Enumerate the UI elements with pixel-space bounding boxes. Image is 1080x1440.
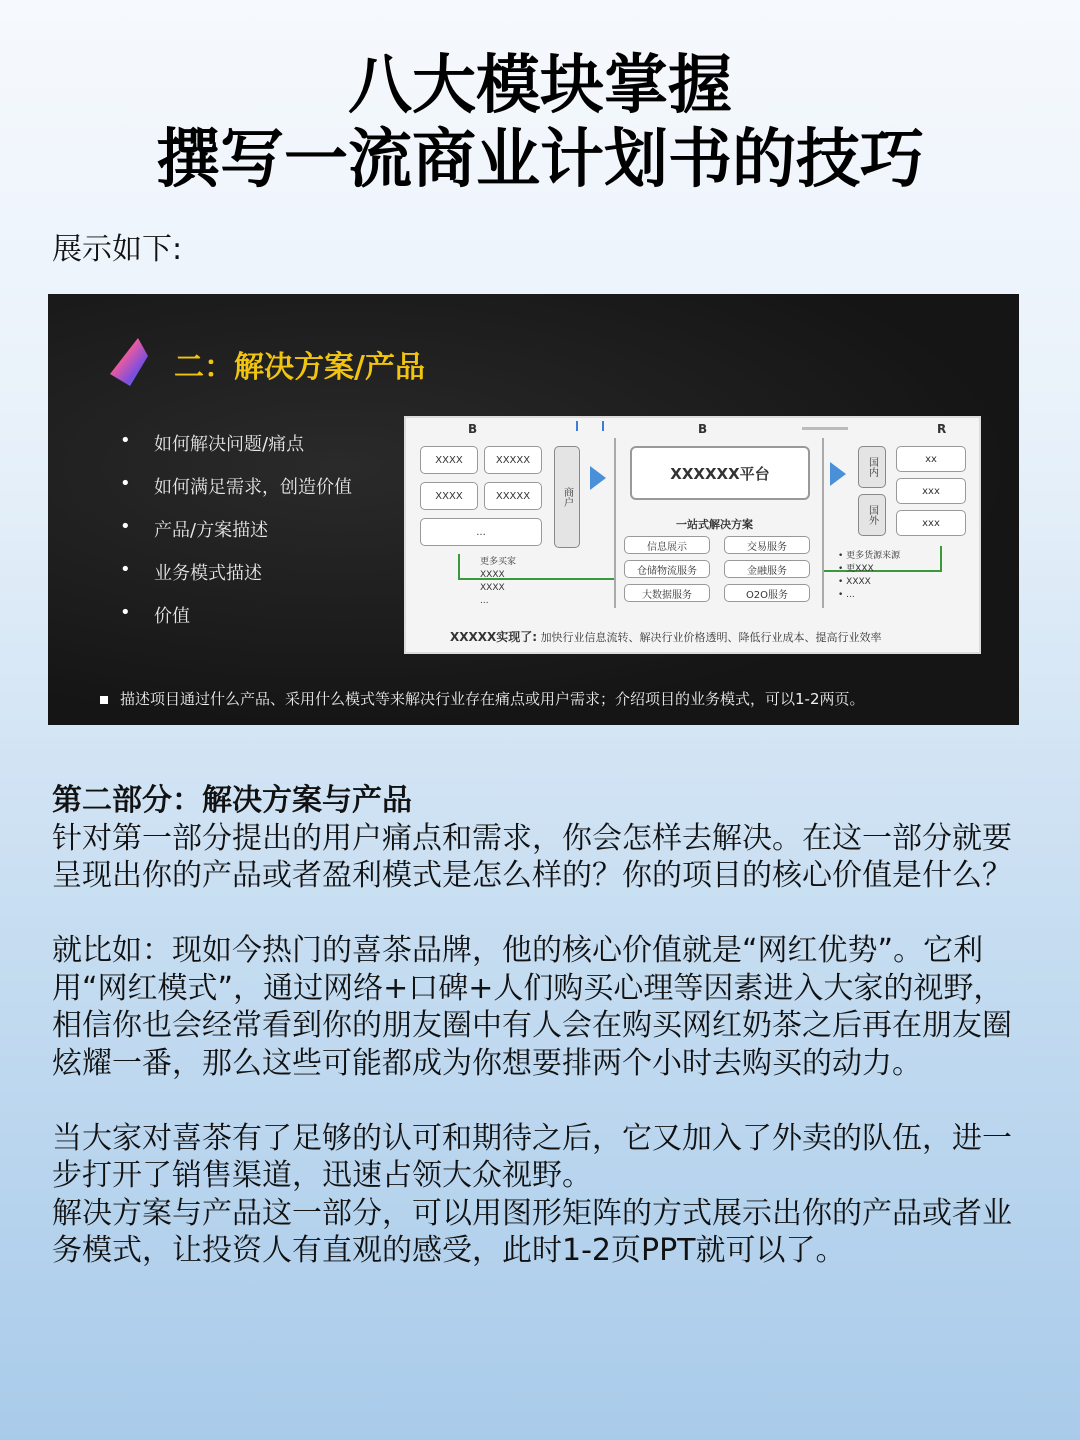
article-body (52, 782, 1012, 1270)
merchant-bar: 商户 (554, 446, 580, 548)
right-box: xxx (896, 478, 966, 504)
right-list (838, 550, 900, 602)
list-item: XXXX (480, 583, 505, 593)
service-box: 信息展示 (624, 536, 710, 554)
paragraph: 针对第一部分提出的用户痛点和需求，你会怎样去解决。在这一部分就要呈现出你的产品或者盈利模式是怎么样的？你的项目的核心价值是什么？ (52, 820, 1012, 893)
overseas-box: 国外 (858, 494, 886, 536)
left-list (480, 556, 516, 608)
section-heading: 第二部分：解决方案与产品 (52, 783, 412, 818)
left-box: XXXXX (484, 446, 542, 474)
arrow-right-icon (590, 466, 606, 490)
label-r: R (937, 422, 947, 436)
spacer (52, 895, 1012, 933)
green-line (458, 554, 460, 580)
divider (822, 438, 824, 608)
business-model-diagram (404, 416, 981, 654)
square-bullet-icon (100, 696, 108, 704)
paragraph: 就比如：现如今热门的喜茶品牌，他的核心价值就是“网红优势”。它利用“网红模式”，通过网络+口碑+人们购买心理等因素进入大家的视野，相信你也会经常看到你的朋友圈中有人会在购买网红奶茶之后再在朋友圈炫耀一番，那么这些可能都成为你想要排两个小时去购买的动力。 (52, 933, 1012, 1081)
paragraph: 当大家对喜茶有了足够的认可和期待之后，它又加入了外卖的队伍，进一步打开了销售渠道，迅速占领大众视野。 (52, 1120, 1012, 1193)
left-box: XXXX (420, 446, 478, 474)
divider (614, 438, 616, 608)
left-box: XXXXX (484, 482, 542, 510)
label-b-center: B (698, 422, 708, 436)
bullet-item: • 如何解决问题/痛点 (120, 430, 352, 473)
intro-text: 展示如下: (52, 232, 183, 267)
slide-title: 二：解决方案/产品 (174, 350, 425, 385)
list-item: • ... (838, 590, 855, 600)
slide-footnote (100, 688, 865, 709)
list-item: • 更多货源来源 (838, 551, 901, 561)
arrow-line-icon (802, 427, 848, 430)
bullet-item: • 业务模式描述 (120, 559, 352, 602)
list-item: 更多买家 (480, 557, 517, 567)
diagram-summary (450, 628, 882, 645)
solution-title: 一站式解决方案 (676, 518, 753, 531)
service-box: O2O服务 (724, 584, 810, 602)
service-box: 交易服务 (724, 536, 810, 554)
bullet-item: • 价值 (120, 602, 352, 645)
bullet-item: • 产品/方案描述 (120, 516, 352, 559)
page-title-line2: 撰写一流商业计划书的技巧 (156, 123, 924, 197)
list-item: • XXXX (838, 577, 871, 587)
logo-icon (104, 336, 156, 388)
service-box: 仓储物流服务 (624, 560, 710, 578)
summary-text: 加快行业信息流转、解决行业价格透明、降低行业成本、提高行业效率 (540, 631, 882, 644)
left-box: XXXX (420, 482, 478, 510)
footnote-text: 描述项目通过什么产品、采用什么模式等来解决行业存在痛点或用户需求；介绍项目的业务模式，可以1-2两页。 (120, 690, 865, 708)
list-item: ... (480, 596, 489, 606)
list-item: • 更XXX (838, 564, 874, 574)
page-title-line1: 八大模块掌握 (348, 49, 732, 123)
right-box: xxx (896, 510, 966, 536)
service-box: 金融服务 (724, 560, 810, 578)
list-item: XXXX (480, 570, 505, 580)
bullet-item: • 如何满足需求，创造价值 (120, 473, 352, 516)
arrow-right-icon (830, 462, 846, 486)
platform-box: XXXXXX平台 (630, 446, 810, 500)
right-box: xx (896, 446, 966, 472)
domestic-box: 国内 (858, 446, 886, 488)
left-box: ... (420, 518, 542, 546)
paragraph: 解决方案与产品这一部分，可以用图形矩阵的方式展示出你的产品或者业务模式，让投资人有直观的感受，此时1-2页PPT就可以了。 (52, 1195, 1012, 1268)
summary-label: XXXXX实现了: (450, 630, 538, 644)
label-b-left: B (468, 422, 478, 436)
green-line (940, 546, 942, 572)
spacer (52, 1082, 1012, 1120)
slide-image (48, 294, 1019, 725)
link-icon (576, 421, 604, 431)
slide-bullets (120, 430, 352, 645)
service-box: 大数据服务 (624, 584, 710, 602)
